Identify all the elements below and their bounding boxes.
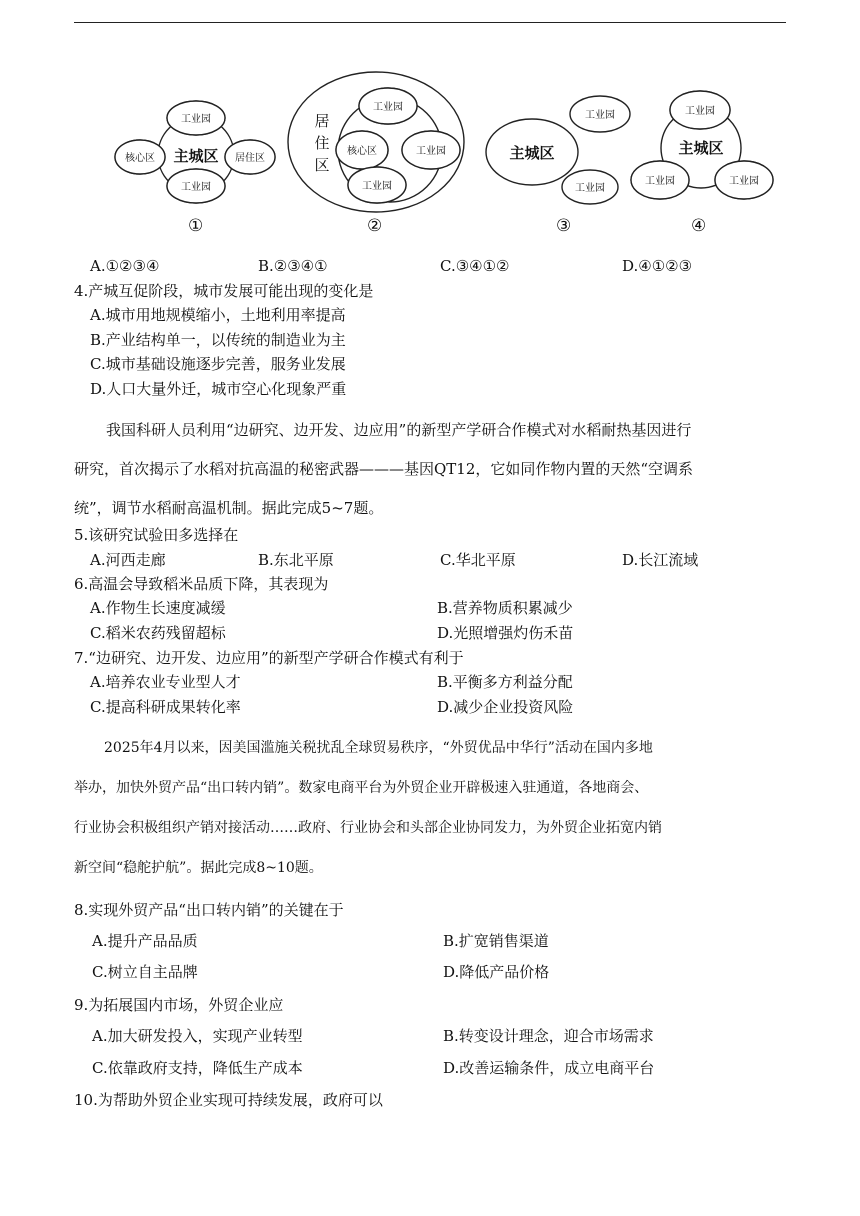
d1-main-label: 主城区	[173, 147, 219, 165]
q8-option-b: B.扩宽销售渠道	[443, 932, 549, 950]
q3-option-c: C.③④①②	[440, 257, 510, 275]
q3-option-d: D.④①②③	[622, 257, 693, 275]
d4-ind-left-label: 工业园	[645, 176, 675, 187]
q4-option-b: B.产业结构单一，以传统的制造业为主	[90, 331, 346, 349]
q4-stem: 4.产城互促阶段，城市发展可能出现的变化是	[74, 282, 374, 300]
d1-res-label: 居住区	[235, 153, 265, 164]
passage2-line-4: 新空间“稳舵护航”。据此完成8~10题。	[74, 860, 323, 876]
q7-option-b: B.平衡多方利益分配	[437, 673, 573, 691]
d2-ind-right-label: 工业园	[416, 146, 446, 157]
passage2-line-3: 行业协会积极组织产销对接活动……政府、行业协会和头部企业协同发力，为外贸企业拓宽内销	[74, 820, 662, 836]
d2-res-char-3: 区	[314, 156, 330, 174]
q9-option-d: D.改善运输条件，成立电商平台	[443, 1059, 655, 1077]
d4-ind-right-label: 工业园	[729, 176, 759, 187]
d2-ind-bot-label: 工业园	[362, 181, 392, 192]
q4-option-c: C.城市基础设施逐步完善，服务业发展	[90, 355, 346, 373]
d3-main-label: 主城区	[509, 144, 555, 162]
q5-option-d: D.长江流域	[622, 551, 699, 569]
passage1-line-2: 研究，首次揭示了水稻对抗高温的秘密武器———基因QT12，它如同作物内置的天然“空调系	[74, 460, 694, 478]
passage1-line-3: 统”，调节水稻耐高温机制。据此完成5~7题。	[74, 499, 384, 517]
d2-number: ②	[367, 216, 383, 236]
q9-option-c: C.依靠政府支持，降低生产成本	[92, 1059, 303, 1077]
q9-option-b: B.转变设计理念，迎合市场需求	[443, 1027, 654, 1045]
d3-number: ③	[556, 216, 572, 236]
d2-core-label: 核心区	[347, 146, 377, 157]
q8-option-d: D.降低产品价格	[443, 963, 550, 981]
q5-option-c: C.华北平原	[440, 551, 516, 569]
q9-stem: 9.为拓展国内市场，外贸企业应	[74, 996, 284, 1014]
q8-stem: 8.实现外贸产品“出口转内销”的关键在于	[74, 901, 344, 919]
q4-option-d: D.人口大量外迁，城市空心化现象严重	[90, 380, 347, 398]
q5-option-b: B.东北平原	[258, 551, 334, 569]
q7-option-d: D.减少企业投资风险	[437, 698, 574, 716]
q7-stem: 7.“边研究、边开发、边应用”的新型产学研合作模式有利于	[74, 649, 464, 667]
d1-number: ①	[188, 216, 204, 236]
d4-main-label: 主城区	[678, 139, 724, 157]
passage2-line-2: 举办，加快外贸产品“出口转内销”。数家电商平台为外贸企业开辟极速入驻通道，各地商会、	[74, 780, 649, 796]
d3-ind-top-label: 工业园	[585, 110, 615, 121]
d1-ind-bot-label: 工业园	[181, 182, 211, 193]
d2-res-char-2: 住	[314, 134, 330, 152]
q4-option-a: A.城市用地规模缩小，土地利用率提高	[90, 306, 346, 324]
q5-stem: 5.该研究试验田多选择在	[74, 526, 239, 544]
q6-option-c: C.稻米农药残留超标	[90, 624, 226, 642]
d4-ind-top-label: 工业园	[685, 106, 715, 117]
q6-option-b: B.营养物质积累减少	[437, 599, 573, 617]
q6-stem: 6.高温会导致稻米品质下降，其表现为	[74, 575, 329, 593]
q5-option-a: A.河西走廊	[90, 551, 166, 569]
d2-res-char-1: 居	[314, 112, 330, 130]
passage1-line-1: 我国科研人员利用“边研究、边开发、边应用”的新型产学研合作模式对水稻耐热基因进行	[106, 421, 692, 439]
d2-ind-top-label: 工业园	[373, 102, 403, 113]
q3-option-a: A.①②③④	[90, 257, 160, 275]
q3-option-b: B.②③④①	[258, 257, 328, 275]
q6-option-a: A.作物生长速度减缓	[90, 599, 226, 617]
d4-number: ④	[691, 216, 707, 236]
q10-stem: 10.为帮助外贸企业实现可持续发展，政府可以	[74, 1091, 383, 1109]
d1-core-label: 核心区	[125, 153, 155, 164]
d3-ind-bot-label: 工业园	[575, 183, 605, 194]
passage2-line-1: 2025年4月以来，因美国滥施关税扰乱全球贸易秩序，“外贸优品中华行”活动在国内多地	[104, 740, 653, 756]
d1-ind-top-label: 工业园	[181, 114, 211, 125]
q9-option-a: A.加大研发投入，实现产业转型	[92, 1027, 303, 1045]
q8-option-a: A.提升产品品质	[92, 932, 198, 950]
q7-option-c: C.提高科研成果转化率	[90, 698, 241, 716]
q6-option-d: D.光照增强灼伤禾苗	[437, 624, 574, 642]
q8-option-c: C.树立自主品牌	[92, 963, 198, 981]
urban-layout-diagrams	[0, 0, 860, 250]
q7-option-a: A.培养农业专业型人才	[90, 673, 241, 691]
